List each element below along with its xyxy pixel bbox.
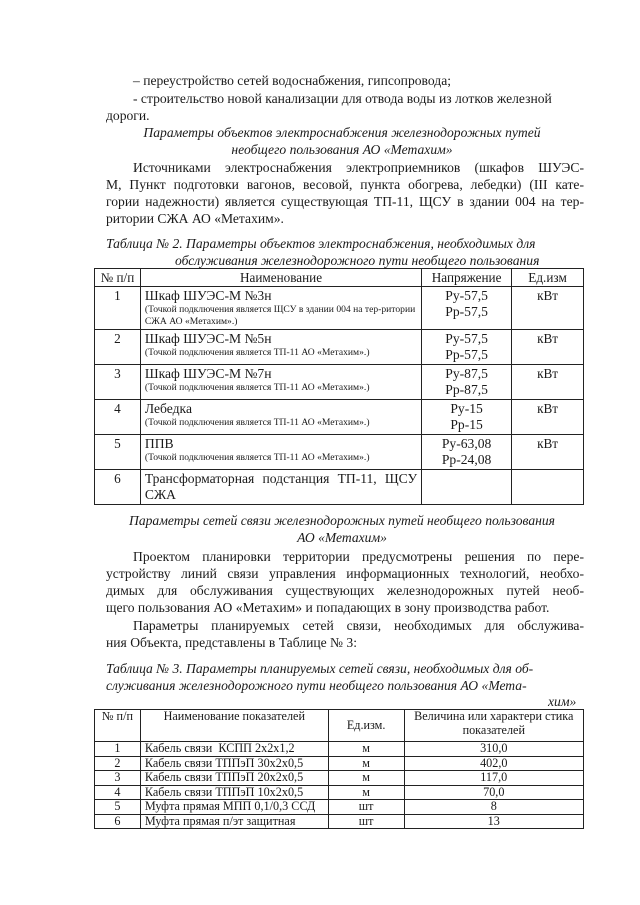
table-3-cell-value: 70,0: [404, 785, 583, 800]
table-2-cell-unit: кВт: [512, 330, 584, 365]
table-2-cell-num: 3: [95, 365, 141, 400]
table-2-cell-unit: кВт: [512, 400, 584, 435]
table-2-voltage-ru: Ру-57,5: [445, 331, 488, 346]
table-3-cell-num: 3: [95, 771, 141, 786]
table-3-caption-line-2: служивания железнодорожного пути необщего пользования АО «Мета-: [106, 678, 527, 693]
table-3-cell-value: 310,0: [404, 742, 583, 757]
table-row: [95, 756, 584, 771]
heading-2-line-1: Параметры сетей связи железнодорожных путей необщего пользования: [129, 513, 555, 528]
table-3-cell-unit: м: [328, 756, 404, 771]
intro-line-1: – переустройство сетей водоснабжения, гипсопровода;: [133, 73, 452, 88]
table-3-cell-value: 402,0: [404, 756, 583, 771]
table-row: [95, 800, 584, 815]
table-3-header-unit: Ед.изм.: [328, 710, 404, 742]
table-2-item-note: (Точкой подключения является ТП-11 АО «Метахим».): [144, 347, 370, 358]
table-2-voltage-rr: Рр-87,5: [445, 382, 488, 397]
table-2-voltage-ru: Ру-57,5: [445, 288, 488, 303]
table-2-cell-unit: кВт: [512, 287, 584, 330]
table-2-cell-num: 2: [95, 330, 141, 365]
para-2-line-3: димых для обслуживания существующих железнодорожных путей необ-: [106, 583, 584, 598]
para-1-line-1: Источниками электроснабжения электроприемников (шкафов ШУЭС-: [133, 160, 584, 175]
table-3-cell-value: 117,0: [404, 771, 583, 786]
table-3-cell-unit: м: [328, 771, 404, 786]
table-3-cell-name: Кабель связи ТППэП 20х2х0,5: [140, 771, 328, 786]
table-2-header-unit: Ед.изм: [512, 269, 584, 287]
table-3-caption-line-1: Таблица № 3. Параметры планируемых сетей связи, необходимых для об-: [106, 661, 534, 676]
table-3-cell-num: 1: [95, 742, 141, 757]
table-2-item-note: (Точкой подключения является ЩСУ в здании 004 на тер-ритории СЖА АО «Метахим».): [144, 304, 416, 327]
table-2-cell-num: 5: [95, 435, 141, 470]
para-2-line-2: устройству линий связи управления информационных технологий, необхо-: [106, 566, 584, 581]
table-2-cell-unit: кВт: [512, 435, 584, 470]
heading-1-line-2: необщего пользования АО «Метахим»: [231, 142, 453, 157]
table-3-cell-num: 4: [95, 785, 141, 800]
table-row: [95, 785, 584, 800]
table-2-item-note: (Точкой подключения является ТП-11 АО «Метахим».): [144, 382, 370, 393]
table-2-cell-unit: [512, 470, 584, 505]
table-2-voltage-rr: Рр-24,08: [441, 452, 492, 467]
table-row: [95, 287, 584, 330]
table-2-cell-name: [140, 435, 421, 470]
table-row: [95, 771, 584, 786]
para-1-line-2: М, Пункт подготовки вагонов, весовой, пункта обогрева, лебедки) (III кате-: [106, 177, 584, 192]
table-2-item-name: Лебедка: [144, 401, 192, 416]
table-2: [94, 268, 584, 505]
table-2-voltage-ru: Ру-87,5: [445, 366, 488, 381]
table-2-header-voltage: Напряжение: [422, 269, 512, 287]
table-3-cell-num: 5: [95, 800, 141, 815]
table-2-voltage-rr: Рр-57,5: [445, 304, 488, 319]
table-3-cell-name: Кабель связи КСПП 2х2х1,2: [140, 742, 328, 757]
table-3-cell-unit: шт: [328, 800, 404, 815]
table-2-voltage-ru: Ру-15: [450, 401, 483, 416]
para-2-line-1: Проектом планировки территории предусмотрены решения по пере-: [133, 549, 584, 564]
table-3-caption-line-3: хим»: [548, 694, 577, 709]
table-2-item-name: Шкаф ШУЭС-М №7н: [144, 366, 272, 381]
para-2-line-4: щего пользования АО «Метахим» и попадающих в зону производства работ.: [106, 600, 550, 615]
table-2-cell-voltage: [422, 330, 512, 365]
table-3-cell-value: 13: [404, 814, 583, 829]
table-2-cell-name: [140, 365, 421, 400]
table-2-cell-unit: кВт: [512, 365, 584, 400]
table-2-item-name: ППВ: [144, 436, 174, 451]
table-2-cell-voltage: [422, 470, 512, 505]
table-2-item-name: Шкаф ШУЭС-М №5н: [144, 331, 272, 346]
table-2-cell-voltage: [422, 287, 512, 330]
table-2-item-note: (Точкой подключения является ТП-11 АО «Метахим».): [144, 452, 370, 463]
table-2-voltage-ru: Ру-63,08: [441, 436, 492, 451]
table-2-cell-voltage: [422, 365, 512, 400]
heading-1-line-1: Параметры объектов электроснабжения железнодорожных путей: [143, 125, 541, 140]
table-row: [95, 330, 584, 365]
table-2-caption-line-2: обслуживания железнодорожного пути необщего пользования: [175, 253, 540, 268]
para-1-line-3: гории надежности) является существующая ТП-11, ЩСУ в здании 004 на тер-: [106, 194, 584, 209]
table-2-cell-name: [140, 470, 421, 505]
table-2-cell-voltage: [422, 435, 512, 470]
table-3: [94, 709, 584, 829]
table-2-cell-num: 6: [95, 470, 141, 505]
table-3-header-name: Наименование показателей: [140, 710, 328, 742]
table-row: [95, 365, 584, 400]
table-2-cell-name: [140, 400, 421, 435]
table-2-cell-num: 1: [95, 287, 141, 330]
table-3-cell-name: Муфта прямая п/эт защитная: [140, 814, 328, 829]
table-2-item-note: (Точкой подключения является ТП-11 АО «Метахим».): [144, 417, 370, 428]
table-2-voltage-rr: Рр-57,5: [445, 347, 488, 362]
table-2-cell-voltage: [422, 400, 512, 435]
intro-line-2b: дороги.: [106, 108, 150, 123]
table-3-cell-num: 2: [95, 756, 141, 771]
table-2-cell-name: [140, 330, 421, 365]
table-3-cell-unit: шт: [328, 814, 404, 829]
table-3-header-num: № п/п: [95, 710, 141, 742]
table-3-header-value: Величина или характери стика показателей: [404, 710, 583, 742]
table-3-cell-unit: м: [328, 742, 404, 757]
table-3-cell-num: 6: [95, 814, 141, 829]
para-3-line-2: ния Объекта, представлены в Таблице № 3:: [106, 635, 357, 650]
table-2-item-name: Шкаф ШУЭС-М №3н: [144, 288, 272, 303]
para-3-line-1: Параметры планируемых сетей связи, необходимых для обслужива-: [133, 618, 584, 633]
table-row: [95, 742, 584, 757]
table-2-cell-name: [140, 287, 421, 330]
table-2-header-name: Наименование: [140, 269, 421, 287]
table-row: [95, 814, 584, 829]
table-2-cell-num: 4: [95, 400, 141, 435]
table-2-header-num: № п/п: [95, 269, 141, 287]
table-2-header-row: [95, 269, 584, 287]
heading-2-line-2: АО «Метахим»: [297, 530, 387, 545]
table-2-voltage-rr: Рр-15: [450, 417, 483, 432]
table-3-cell-name: Кабель связи ТППэП 10х2х0,5: [140, 785, 328, 800]
table-3-cell-unit: м: [328, 785, 404, 800]
table-row: [95, 400, 584, 435]
intro-line-2a: - строительство новой канализации для отвода воды из лотков железной: [133, 91, 552, 106]
table-3-cell-name: Муфта прямая МПП 0,1/0,3 ССД: [140, 800, 328, 815]
table-3-cell-value: 8: [404, 800, 583, 815]
table-row: [95, 435, 584, 470]
table-3-header-row: [95, 710, 584, 742]
table-2-item-name: Трансформаторная подстанция ТП-11, ЩСУ СЖА: [144, 471, 418, 502]
table-2-caption-line-1: Таблица № 2. Параметры объектов электроснабжения, необходимых для: [106, 236, 536, 251]
table-row: [95, 470, 584, 505]
table-3-cell-name: Кабель связи ТППэП 30х2х0,5: [140, 756, 328, 771]
para-1-line-4: ритории СЖА АО «Метахим».: [106, 211, 284, 226]
